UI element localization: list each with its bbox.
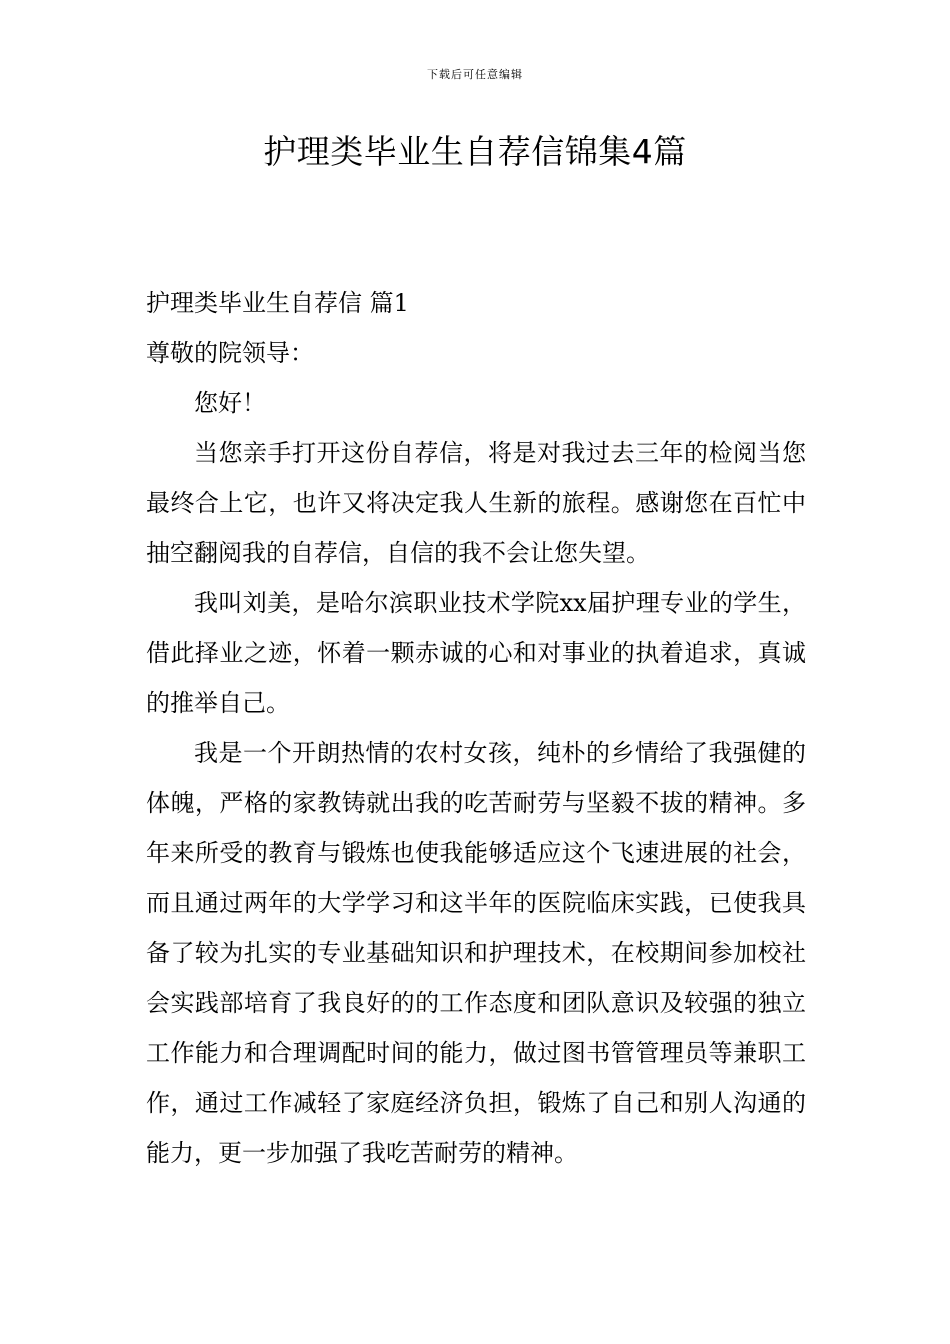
paragraph-1: 当您亲手打开这份自荐信，将是对我过去三年的检阅当您最终合上它，也许又将决定我人生新的旅程。感谢您在百忙中抽空翻阅我的自荐信，自信的我不会让您失望。: [146, 439, 806, 567]
document-body: [146, 278, 806, 1178]
paragraph-3: 我是一个开朗热情的农村女孩，纯朴的乡情给了我强健的体魄，严格的家教铸就出我的吃苦耐劳与坚毅不拔的精神。多年来所受的教育与锻炼也使我能够适应这个飞速进展的社会，而且通过两年的大学学习和这半年的医院临床实践，已使我具备了较为扎实的专业基础知识和护理技术，在校期间参加校社会实践部培育了我良好的的工作态度和团队意识及较强的独立工作能力和合理调配时间的能力，做过图书管管理员等兼职工作，通过工作减轻了家庭经济负担，锻炼了自己和别人沟通的能力，更一步加强了我吃苦耐劳的精神。: [146, 739, 806, 1167]
section-heading: 护理类毕业生自荐信 篇1: [146, 289, 409, 317]
document-title: 护理类毕业生自荐信锦集4篇: [263, 132, 687, 171]
header-note: 下载后可任意编辑: [427, 68, 523, 81]
greeting: 您好！: [194, 389, 266, 417]
paragraph-2: 我叫刘美，是哈尔滨职业技术学院xx届护理专业的学生，借此择业之迹，怀着一颗赤诚的心和对事业的执着追求，真诚的推举自己。: [146, 589, 806, 717]
salutation: 尊敬的院领导：: [146, 339, 314, 367]
